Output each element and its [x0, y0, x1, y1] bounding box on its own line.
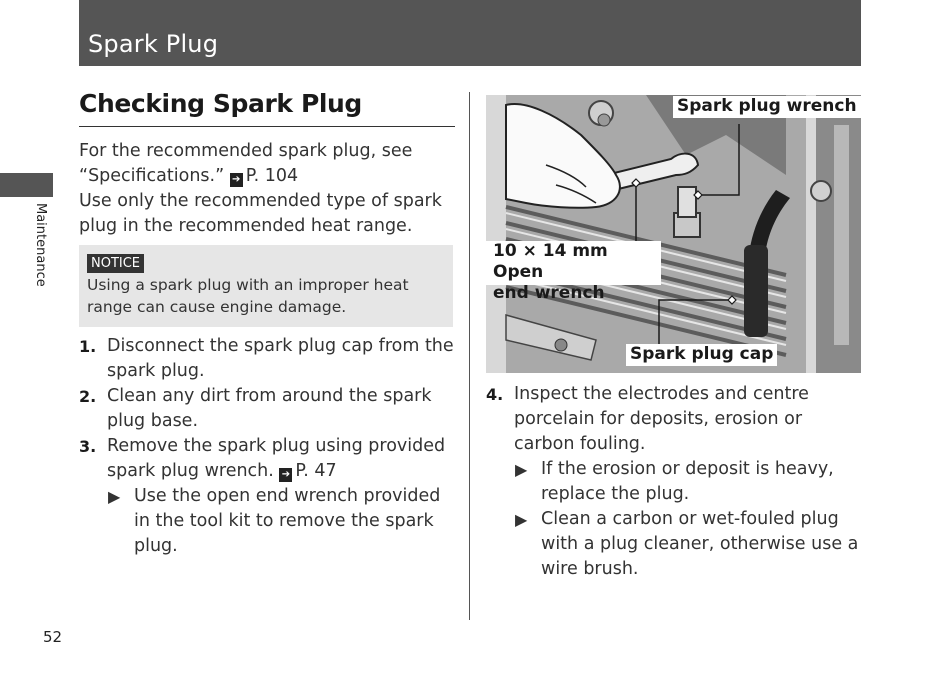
triangle-bullet-icon: ▶ — [108, 487, 121, 506]
side-tab-marker — [0, 173, 53, 197]
reference-arrow-icon: ➔ — [230, 173, 243, 187]
step-text: Clean any dirt from around the spark plug base. — [107, 386, 432, 431]
side-section-label: Maintenance — [33, 203, 48, 287]
intro-ref-line — [79, 164, 455, 189]
triangle-bullet-icon: ▶ — [515, 510, 528, 529]
notice-label: NOTICE — [87, 254, 144, 273]
sub-text: If the erosion or deposit is heavy, replace the plug. — [541, 459, 834, 504]
step-number: 2. — [79, 387, 97, 406]
step-2 — [79, 384, 455, 434]
notice-box — [79, 245, 453, 327]
intro-paragraph — [79, 139, 455, 239]
step-4 — [486, 382, 861, 582]
page-number: 52 — [43, 628, 63, 646]
reference-arrow-icon: ➔ — [279, 468, 292, 482]
callout-spark-plug-wrench: Spark plug wrench — [673, 96, 861, 118]
callout-open-end-wrench — [486, 241, 661, 303]
wrench-page-link[interactable]: P. 47 — [295, 461, 337, 481]
callout-spark-plug-cap: Spark plug cap — [626, 344, 777, 366]
header-bar — [79, 0, 861, 66]
notice-text: Using a spark plug with an improper heat range can cause engine damage. — [87, 276, 409, 316]
step-4-sub-1 — [514, 457, 861, 507]
step-3 — [79, 434, 455, 559]
callout-line: end wrench — [493, 283, 605, 303]
spec-page-link[interactable]: P. 104 — [245, 166, 299, 186]
step-text: Inspect the electrodes and centre porcelain for deposits, erosion or carbon fouling. — [514, 384, 809, 454]
spec-ref-text: “Specifications.” — [79, 166, 225, 186]
step-number: 3. — [79, 437, 97, 456]
section-title: Checking Spark Plug — [79, 86, 455, 127]
column-divider — [469, 92, 470, 620]
spark-plug-illustration — [486, 95, 861, 373]
step-text: Remove the spark plug using provided spark plug wrench. — [107, 436, 446, 481]
triangle-bullet-icon: ▶ — [515, 460, 528, 479]
intro-line-2: Use only the recommended type of spark plug in the recommended heat range. — [79, 191, 442, 236]
engine-illustration — [486, 95, 861, 373]
sub-text: Clean a carbon or wet-fouled plug with a plug cleaner, otherwise use a wire brush. — [541, 509, 859, 579]
sub-text: Use the open end wrench provided in the tool kit to remove the spark plug. — [134, 486, 441, 556]
step-4-sub-2 — [514, 507, 861, 582]
chapter-title: Spark Plug — [88, 30, 219, 58]
step-number: 1. — [79, 337, 97, 356]
step-3-sub — [107, 484, 455, 559]
step-text: Disconnect the spark plug cap from the spark plug. — [107, 336, 454, 381]
step-number: 4. — [486, 385, 504, 404]
left-column — [79, 86, 455, 559]
right-column — [486, 382, 861, 582]
intro-line: For the recommended spark plug, see — [79, 141, 413, 161]
steps-list — [79, 334, 455, 559]
step-1 — [79, 334, 455, 384]
callout-line: 10 × 14 mm Open — [493, 241, 608, 282]
